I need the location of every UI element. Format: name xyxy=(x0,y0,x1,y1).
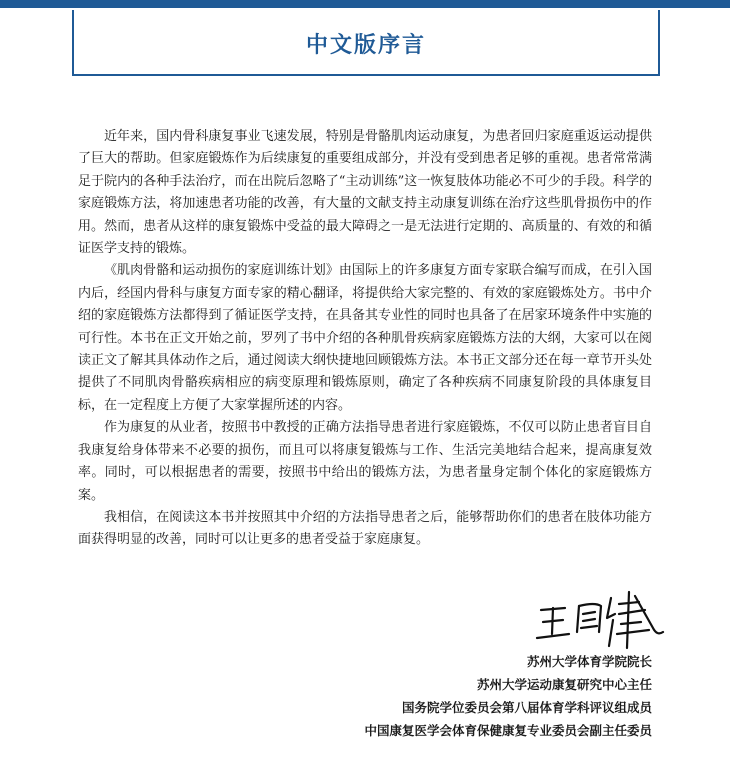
paragraph-2: 《肌肉骨骼和运动损伤的家庭训练计划》由国际上的许多康复方面专家联合编写而成，在引入国内后，经国内骨科与康复方面专家的精心翻译，将提供给大家完整的、有效的家庭锻炼处方。书中介绍的家庭锻炼方法都得到了循证医学支持，在具备其专业性的同时也具备了在居家环境条件中实施的可行性。本书在正文开始之前，罗列了书中介绍的各种肌骨疾病家庭锻炼方法的大纲，大家可以在阅读正文了解其具体动作之后，通过阅读大纲快捷地回顾锻炼方法。本书正文部分还在每一章节开头处提供了不同肌肉骨骼疾病相应的病变原理和锻炼原则，确定了各种疾病不同康复阶段的具体康复目标，在一定程度上方便了大家掌握所述的内容。 xyxy=(78,263,652,413)
header-color-bar xyxy=(0,0,730,8)
paragraph-1: 近年来，国内骨科康复事业飞速发展，特别是骨骼肌肉运动康复，为患者回归家庭重返运动提供了巨大的帮助。但家庭锻炼作为后续康复的重要组成部分，并没有受到患者足够的重视。患者常常满足于院内的各种手法治疗，而在出院后忽略了“主动训练”这一恢复肢体功能必不可少的手段。科学的家庭锻炼方法，将加速患者功能的改善，有大量的文献支持主动康复训练在治疗这些肌骨损伤中的作用。然而，患者从这样的康复锻炼中受益的最大障碍之一是无法进行定期的、高质量的、有效的和循证医学支持的锻炼。 xyxy=(78,129,652,257)
affiliation-line: 苏州大学体育学院院长 xyxy=(526,654,652,669)
header-frame xyxy=(72,10,660,76)
paragraph-3: 作为康复的从业者，按照书中教授的正确方法指导患者进行家庭锻炼，不仅可以防止患者盲目自我康复给身体带来不必要的损伤，而且可以将康复锻炼与工作、生活完美地结合起来，提高康复效率。同时，可以根据患者的需要，按照书中给出的锻炼方法，为患者量身定制个体化的家庭锻炼方案。 xyxy=(78,420,652,503)
affiliation-line: 苏州大学运动康复研究中心主任 xyxy=(476,677,652,692)
author-affiliations xyxy=(252,650,652,742)
preface-body xyxy=(78,126,652,552)
page-title: 中文版序言 xyxy=(305,32,426,58)
handwritten-signature xyxy=(535,588,665,650)
paragraph-4: 我相信，在阅读这本书并按照其中介绍的方法指导患者之后，能够帮助你们的患者在肢体功能方面获得明显的改善，同时可以让更多的患者受益于家庭康复。 xyxy=(78,509,652,548)
affiliation-line: 中国康复医学会体育保健康复专业委员会副主任委员 xyxy=(364,723,652,738)
affiliation-line: 国务院学位委员会第八届体育学科评议组成员 xyxy=(401,700,652,715)
